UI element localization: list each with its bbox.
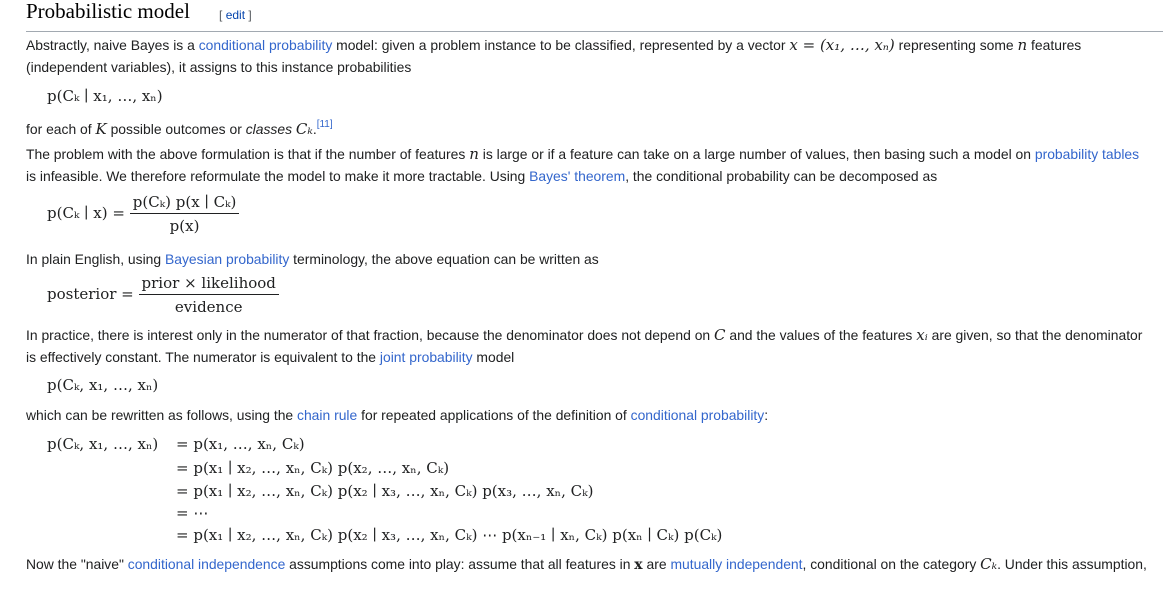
text: assumptions come into play: assume that all features in bbox=[285, 556, 635, 572]
paragraph-naive-assumption bbox=[26, 553, 1151, 576]
text: features (independent variables), it assigns to this instance probabilities bbox=[26, 37, 1082, 75]
citation-11[interactable]: [11] bbox=[316, 119, 333, 130]
link-conditional-independence[interactable]: conditional independence bbox=[127, 556, 286, 572]
text: model: given a problem instance to be classified, represented by a vector bbox=[332, 37, 790, 53]
edit-bracket-close: ] bbox=[248, 8, 252, 22]
link-probability-tables[interactable]: probability tables bbox=[1034, 146, 1140, 162]
equation-lhs: p(Cₖ ∣ x) = bbox=[47, 204, 125, 222]
text: is infeasible. We therefore reformulate the model to make it more tractable. Using bbox=[26, 168, 530, 184]
equation-lhs: posterior = bbox=[47, 285, 134, 303]
equation-posterior-words bbox=[47, 274, 279, 316]
paragraph-in-practice bbox=[26, 324, 1151, 368]
math-c: C bbox=[714, 326, 726, 344]
link-joint-probability[interactable]: joint probability bbox=[379, 349, 473, 365]
paragraph-problem bbox=[26, 143, 1151, 187]
text: In plain English, using bbox=[26, 251, 165, 267]
paragraph-plain-english bbox=[26, 248, 1151, 270]
math-ck: Cₖ bbox=[295, 120, 313, 138]
text: and the values of the features bbox=[725, 327, 917, 343]
math-ck: Cₖ bbox=[980, 555, 998, 573]
text: : bbox=[764, 407, 769, 423]
text: representing some bbox=[894, 37, 1018, 53]
text: are given, so that the denominator is effectively constant. The numerator is equivalent to the bbox=[26, 327, 1143, 365]
text: The problem with the above formulation is that if the number of features bbox=[26, 146, 470, 162]
math-k: K bbox=[95, 120, 107, 138]
text: , conditional on the category bbox=[802, 556, 981, 572]
text: for each of bbox=[26, 121, 96, 137]
edit-section bbox=[219, 8, 252, 22]
text: possible outcomes or bbox=[106, 121, 246, 137]
denominator: p(x) bbox=[169, 217, 200, 235]
equation-chain-line: = ⋯ bbox=[176, 504, 209, 522]
equation-chain-line: = p(x₁ ∣ x₂, …, xₙ, Cₖ) p(x₂, …, xₙ, Cₖ) bbox=[176, 459, 450, 477]
link-bayes-theorem[interactable]: Bayes' theorem bbox=[529, 168, 626, 184]
numerator: prior × likelihood bbox=[139, 274, 279, 295]
paragraph-chain-rule bbox=[26, 404, 1151, 426]
paragraph-intro bbox=[26, 34, 1151, 78]
math-vector-x: x = (x₁, …, xₙ) bbox=[789, 36, 895, 54]
section-title: Probabilistic model bbox=[26, 0, 190, 23]
fraction bbox=[130, 193, 240, 235]
math-xi: xᵢ bbox=[916, 326, 928, 344]
equation-bayes bbox=[47, 193, 239, 235]
text: . bbox=[312, 121, 317, 137]
link-mutually-independent[interactable]: mutually independent bbox=[670, 556, 803, 572]
section-heading bbox=[26, 0, 1163, 32]
denominator: evidence bbox=[174, 298, 243, 316]
equation-joint: p(Cₖ, x₁, …, xₙ) bbox=[47, 376, 159, 394]
numerator: p(Cₖ) p(x ∣ Cₖ) bbox=[130, 193, 240, 214]
text: In practice, there is interest only in the numerator of that fraction, because the denominator does not depend on bbox=[26, 327, 715, 343]
text: is large or if a feature can take on a large number of values, then basing such a model on bbox=[478, 146, 1035, 162]
math-n: n bbox=[469, 145, 479, 163]
link-bayesian-probability[interactable]: Bayesian probability bbox=[165, 251, 290, 267]
text: are bbox=[642, 556, 671, 572]
text: which can be rewritten as follows, using the bbox=[26, 407, 298, 423]
text: for repeated applications of the definition of bbox=[357, 407, 631, 423]
text: Abstractly, naive Bayes is a bbox=[26, 37, 199, 53]
edit-bracket-open: [ bbox=[219, 8, 223, 22]
link-conditional-probability-2[interactable]: conditional probability bbox=[630, 407, 765, 423]
equation-chain-line: = p(x₁ ∣ x₂, …, xₙ, Cₖ) p(x₂ ∣ x₃, …, xₙ, Cₖ) p(x₃, …, xₙ, Cₖ) bbox=[176, 482, 594, 500]
edit-link[interactable]: edit bbox=[225, 8, 246, 22]
equation-posterior-probability: p(Cₖ ∣ x₁, …, xₙ) bbox=[47, 87, 163, 105]
math-n: n bbox=[1017, 36, 1028, 54]
equation-chain-line: = p(x₁ ∣ x₂, …, xₙ, Cₖ) p(x₂ ∣ x₃, …, xₙ, Cₖ) ⋯ p(xₙ₋₁ ∣ xₙ, Cₖ) p(xₙ ∣ Cₖ) p(Cₖ) bbox=[176, 526, 723, 544]
paragraph-outcomes bbox=[26, 114, 1151, 140]
text: . Under this assumption, bbox=[997, 556, 1147, 572]
term-classes: classes bbox=[245, 121, 293, 137]
text: , the conditional probability can be decomposed as bbox=[625, 168, 938, 184]
link-chain-rule[interactable]: chain rule bbox=[297, 407, 358, 423]
link-conditional-probability[interactable]: conditional probability bbox=[198, 37, 333, 53]
fraction bbox=[139, 274, 279, 316]
math-x-bold: x bbox=[634, 557, 643, 573]
equation-chain-lhs: p(Cₖ, x₁, …, xₙ) bbox=[47, 435, 159, 453]
equation-chain-line: = p(x₁, …, xₙ, Cₖ) bbox=[176, 435, 305, 453]
text: Now the "naive" bbox=[26, 556, 128, 572]
text: terminology, the above equation can be written as bbox=[289, 251, 599, 267]
text: model bbox=[472, 349, 515, 365]
